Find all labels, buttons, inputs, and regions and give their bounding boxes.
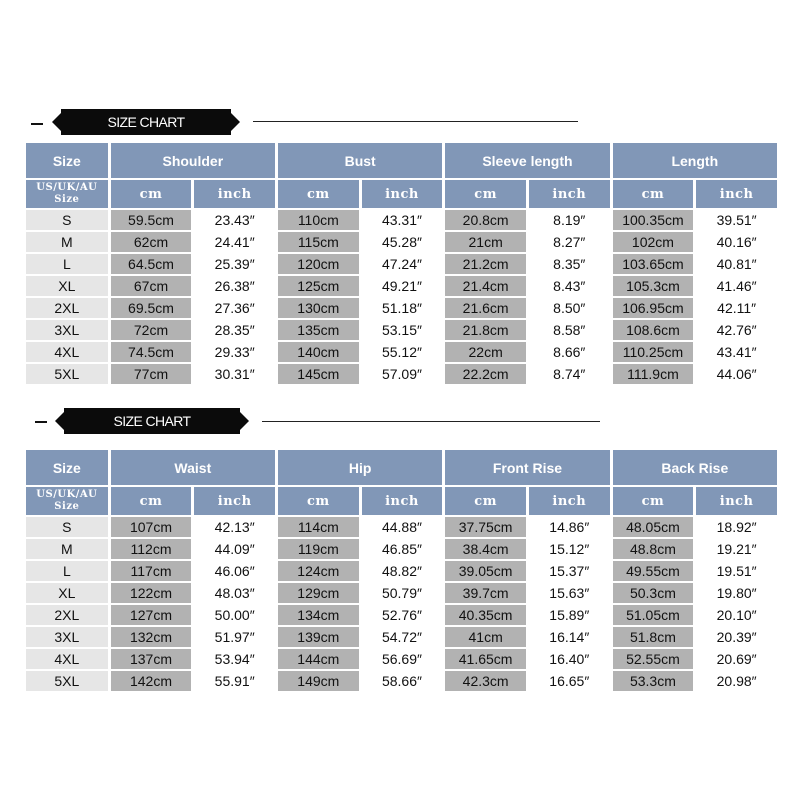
inch-value-cell: 19.51″ xyxy=(696,561,777,581)
inch-value-cell: 8.74″ xyxy=(529,364,610,384)
cm-value-cell: 134cm xyxy=(278,605,359,625)
cm-value-cell: 120cm xyxy=(278,254,359,274)
cm-value-cell: 149cm xyxy=(278,671,359,691)
inch-value-cell: 26.38″ xyxy=(194,276,275,296)
table-row xyxy=(26,605,777,625)
cm-value-cell: 124cm xyxy=(278,561,359,581)
size-system-label xyxy=(26,180,108,208)
inch-value-cell: 46.06″ xyxy=(194,561,275,581)
header-row xyxy=(26,143,777,178)
cm-value-cell: 64.5cm xyxy=(111,254,192,274)
size-system-line: US/UK/AU xyxy=(36,182,98,193)
cm-value-cell: 21cm xyxy=(445,232,526,252)
banner-title-1: SIZE CHART xyxy=(107,114,185,130)
cm-value-cell: 51.05cm xyxy=(613,605,694,625)
size-column-header: Size xyxy=(26,450,108,485)
cm-value-cell: 77cm xyxy=(111,364,192,384)
inch-value-cell: 20.10″ xyxy=(696,605,777,625)
cm-value-cell: 38.4cm xyxy=(445,539,526,559)
size-table-tops xyxy=(23,141,780,386)
inch-value-cell: 54.72″ xyxy=(362,627,443,647)
cm-value-cell: 145cm xyxy=(278,364,359,384)
inch-value-cell: 30.31″ xyxy=(194,364,275,384)
banner-rule-1 xyxy=(253,121,578,122)
cm-value-cell: 42.3cm xyxy=(445,671,526,691)
cm-value-cell: 41cm xyxy=(445,627,526,647)
size-column-header: Size xyxy=(26,143,108,178)
inch-value-cell: 53.15″ xyxy=(362,320,443,340)
cm-value-cell: 37.75cm xyxy=(445,517,526,537)
cm-value-cell: 122cm xyxy=(111,583,192,603)
inch-value-cell: 58.66″ xyxy=(362,671,443,691)
inch-value-cell: 42.76″ xyxy=(696,320,777,340)
cm-value-cell: 107cm xyxy=(111,517,192,537)
size-cell: L xyxy=(26,254,108,274)
inch-value-cell: 15.37″ xyxy=(529,561,610,581)
unit-cm-header: cm xyxy=(278,180,359,208)
inch-value-cell: 55.12″ xyxy=(362,342,443,362)
inch-value-cell: 45.28″ xyxy=(362,232,443,252)
inch-value-cell: 51.97″ xyxy=(194,627,275,647)
measure-header: Shoulder xyxy=(111,143,275,178)
inch-value-cell: 42.11″ xyxy=(696,298,777,318)
size-cell: M xyxy=(26,539,108,559)
table-row xyxy=(26,517,777,537)
cm-value-cell: 67cm xyxy=(111,276,192,296)
table-row xyxy=(26,583,777,603)
inch-value-cell: 8.58″ xyxy=(529,320,610,340)
inch-value-cell: 46.85″ xyxy=(362,539,443,559)
unit-cm-header: cm xyxy=(445,487,526,515)
size-cell: 5XL xyxy=(26,364,108,384)
inch-value-cell: 14.86″ xyxy=(529,517,610,537)
cm-value-cell: 62cm xyxy=(111,232,192,252)
cm-value-cell: 22cm xyxy=(445,342,526,362)
unit-inch-header: inch xyxy=(362,487,443,515)
table-row xyxy=(26,561,777,581)
unit-inch-header: inch xyxy=(529,180,610,208)
cm-value-cell: 112cm xyxy=(111,539,192,559)
inch-value-cell: 43.41″ xyxy=(696,342,777,362)
inch-value-cell: 25.39″ xyxy=(194,254,275,274)
cm-value-cell: 74.5cm xyxy=(111,342,192,362)
unit-cm-header: cm xyxy=(111,487,192,515)
cm-value-cell: 102cm xyxy=(613,232,694,252)
size-chart-banner-2 xyxy=(64,408,240,434)
cm-value-cell: 39.7cm xyxy=(445,583,526,603)
table-row xyxy=(26,276,777,296)
inch-value-cell: 44.09″ xyxy=(194,539,275,559)
table-row xyxy=(26,671,777,691)
size-cell: 5XL xyxy=(26,671,108,691)
inch-value-cell: 20.39″ xyxy=(696,627,777,647)
size-cell: 2XL xyxy=(26,605,108,625)
size-chart-banner-1 xyxy=(61,109,231,135)
size-cell: 4XL xyxy=(26,342,108,362)
inch-value-cell: 19.21″ xyxy=(696,539,777,559)
unit-cm-header: cm xyxy=(445,180,526,208)
table-row xyxy=(26,539,777,559)
inch-value-cell: 8.19″ xyxy=(529,210,610,230)
cm-value-cell: 117cm xyxy=(111,561,192,581)
cm-value-cell: 115cm xyxy=(278,232,359,252)
banner-dash-1 xyxy=(31,123,43,125)
cm-value-cell: 140cm xyxy=(278,342,359,362)
cm-value-cell: 69.5cm xyxy=(111,298,192,318)
size-cell: L xyxy=(26,561,108,581)
inch-value-cell: 20.98″ xyxy=(696,671,777,691)
table-row xyxy=(26,210,777,230)
measure-header: Back Rise xyxy=(613,450,777,485)
cm-value-cell: 142cm xyxy=(111,671,192,691)
table-row xyxy=(26,232,777,252)
inch-value-cell: 48.82″ xyxy=(362,561,443,581)
inch-value-cell: 8.35″ xyxy=(529,254,610,274)
measure-header: Sleeve length xyxy=(445,143,609,178)
table-row xyxy=(26,649,777,669)
measure-header: Hip xyxy=(278,450,442,485)
unit-inch-header: inch xyxy=(194,180,275,208)
table-row xyxy=(26,342,777,362)
unit-cm-header: cm xyxy=(613,180,694,208)
inch-value-cell: 24.41″ xyxy=(194,232,275,252)
inch-value-cell: 40.81″ xyxy=(696,254,777,274)
size-cell: 2XL xyxy=(26,298,108,318)
inch-value-cell: 8.27″ xyxy=(529,232,610,252)
size-cell: M xyxy=(26,232,108,252)
size-table-bottoms xyxy=(23,448,780,693)
inch-value-cell: 23.43″ xyxy=(194,210,275,230)
cm-value-cell: 39.05cm xyxy=(445,561,526,581)
cm-value-cell: 132cm xyxy=(111,627,192,647)
unit-inch-header: inch xyxy=(362,180,443,208)
size-cell: XL xyxy=(26,276,108,296)
inch-value-cell: 8.43″ xyxy=(529,276,610,296)
cm-value-cell: 51.8cm xyxy=(613,627,694,647)
cm-value-cell: 110cm xyxy=(278,210,359,230)
table-row xyxy=(26,627,777,647)
inch-value-cell: 16.14″ xyxy=(529,627,610,647)
banner-title-2: SIZE CHART xyxy=(113,413,191,429)
inch-value-cell: 27.36″ xyxy=(194,298,275,318)
inch-value-cell: 20.69″ xyxy=(696,649,777,669)
size-system-label xyxy=(26,487,108,515)
size-system-line: US/UK/AU xyxy=(36,489,98,500)
cm-value-cell: 119cm xyxy=(278,539,359,559)
inch-value-cell: 39.51″ xyxy=(696,210,777,230)
unit-cm-header: cm xyxy=(613,487,694,515)
cm-value-cell: 108.6cm xyxy=(613,320,694,340)
inch-value-cell: 29.33″ xyxy=(194,342,275,362)
size-cell: XL xyxy=(26,583,108,603)
header-row xyxy=(26,450,777,485)
size-word-line: Size xyxy=(54,501,80,512)
inch-value-cell: 48.03″ xyxy=(194,583,275,603)
cm-value-cell: 100.35cm xyxy=(613,210,694,230)
inch-value-cell: 50.00″ xyxy=(194,605,275,625)
cm-value-cell: 129cm xyxy=(278,583,359,603)
table-row xyxy=(26,254,777,274)
unit-cm-header: cm xyxy=(278,487,359,515)
cm-value-cell: 139cm xyxy=(278,627,359,647)
unit-inch-header: inch xyxy=(696,180,777,208)
inch-value-cell: 42.13″ xyxy=(194,517,275,537)
inch-value-cell: 52.76″ xyxy=(362,605,443,625)
measure-header: Bust xyxy=(278,143,442,178)
inch-value-cell: 53.94″ xyxy=(194,649,275,669)
cm-value-cell: 125cm xyxy=(278,276,359,296)
cm-value-cell: 48.05cm xyxy=(613,517,694,537)
size-cell: 3XL xyxy=(26,320,108,340)
inch-value-cell: 56.69″ xyxy=(362,649,443,669)
unit-inch-header: inch xyxy=(696,487,777,515)
cm-value-cell: 111.9cm xyxy=(613,364,694,384)
inch-value-cell: 8.66″ xyxy=(529,342,610,362)
cm-value-cell: 105.3cm xyxy=(613,276,694,296)
inch-value-cell: 44.88″ xyxy=(362,517,443,537)
inch-value-cell: 15.63″ xyxy=(529,583,610,603)
table-row xyxy=(26,298,777,318)
unit-row xyxy=(26,487,777,515)
cm-value-cell: 50.3cm xyxy=(613,583,694,603)
cm-value-cell: 59.5cm xyxy=(111,210,192,230)
cm-value-cell: 130cm xyxy=(278,298,359,318)
cm-value-cell: 137cm xyxy=(111,649,192,669)
cm-value-cell: 21.6cm xyxy=(445,298,526,318)
cm-value-cell: 40.35cm xyxy=(445,605,526,625)
inch-value-cell: 47.24″ xyxy=(362,254,443,274)
inch-value-cell: 41.46″ xyxy=(696,276,777,296)
cm-value-cell: 110.25cm xyxy=(613,342,694,362)
size-cell: S xyxy=(26,517,108,537)
inch-value-cell: 28.35″ xyxy=(194,320,275,340)
size-cell: 3XL xyxy=(26,627,108,647)
inch-value-cell: 50.79″ xyxy=(362,583,443,603)
cm-value-cell: 20.8cm xyxy=(445,210,526,230)
measure-header: Waist xyxy=(111,450,275,485)
cm-value-cell: 103.65cm xyxy=(613,254,694,274)
cm-value-cell: 49.55cm xyxy=(613,561,694,581)
inch-value-cell: 57.09″ xyxy=(362,364,443,384)
inch-value-cell: 43.31″ xyxy=(362,210,443,230)
inch-value-cell: 40.16″ xyxy=(696,232,777,252)
table-row xyxy=(26,364,777,384)
inch-value-cell: 15.89″ xyxy=(529,605,610,625)
unit-cm-header: cm xyxy=(111,180,192,208)
inch-value-cell: 49.21″ xyxy=(362,276,443,296)
inch-value-cell: 19.80″ xyxy=(696,583,777,603)
inch-value-cell: 44.06″ xyxy=(696,364,777,384)
inch-value-cell: 51.18″ xyxy=(362,298,443,318)
unit-row xyxy=(26,180,777,208)
size-cell: S xyxy=(26,210,108,230)
cm-value-cell: 21.2cm xyxy=(445,254,526,274)
cm-value-cell: 114cm xyxy=(278,517,359,537)
cm-value-cell: 144cm xyxy=(278,649,359,669)
size-cell: 4XL xyxy=(26,649,108,669)
banner-dash-2 xyxy=(35,421,47,423)
cm-value-cell: 22.2cm xyxy=(445,364,526,384)
table-row xyxy=(26,320,777,340)
cm-value-cell: 72cm xyxy=(111,320,192,340)
cm-value-cell: 21.4cm xyxy=(445,276,526,296)
cm-value-cell: 135cm xyxy=(278,320,359,340)
inch-value-cell: 16.65″ xyxy=(529,671,610,691)
inch-value-cell: 16.40″ xyxy=(529,649,610,669)
inch-value-cell: 55.91″ xyxy=(194,671,275,691)
cm-value-cell: 41.65cm xyxy=(445,649,526,669)
cm-value-cell: 106.95cm xyxy=(613,298,694,318)
inch-value-cell: 18.92″ xyxy=(696,517,777,537)
banner-rule-2 xyxy=(262,421,600,422)
cm-value-cell: 52.55cm xyxy=(613,649,694,669)
inch-value-cell: 8.50″ xyxy=(529,298,610,318)
measure-header: Front Rise xyxy=(445,450,609,485)
cm-value-cell: 21.8cm xyxy=(445,320,526,340)
cm-value-cell: 48.8cm xyxy=(613,539,694,559)
unit-inch-header: inch xyxy=(194,487,275,515)
measure-header: Length xyxy=(613,143,777,178)
inch-value-cell: 15.12″ xyxy=(529,539,610,559)
size-word-line: Size xyxy=(54,194,80,205)
unit-inch-header: inch xyxy=(529,487,610,515)
cm-value-cell: 53.3cm xyxy=(613,671,694,691)
cm-value-cell: 127cm xyxy=(111,605,192,625)
